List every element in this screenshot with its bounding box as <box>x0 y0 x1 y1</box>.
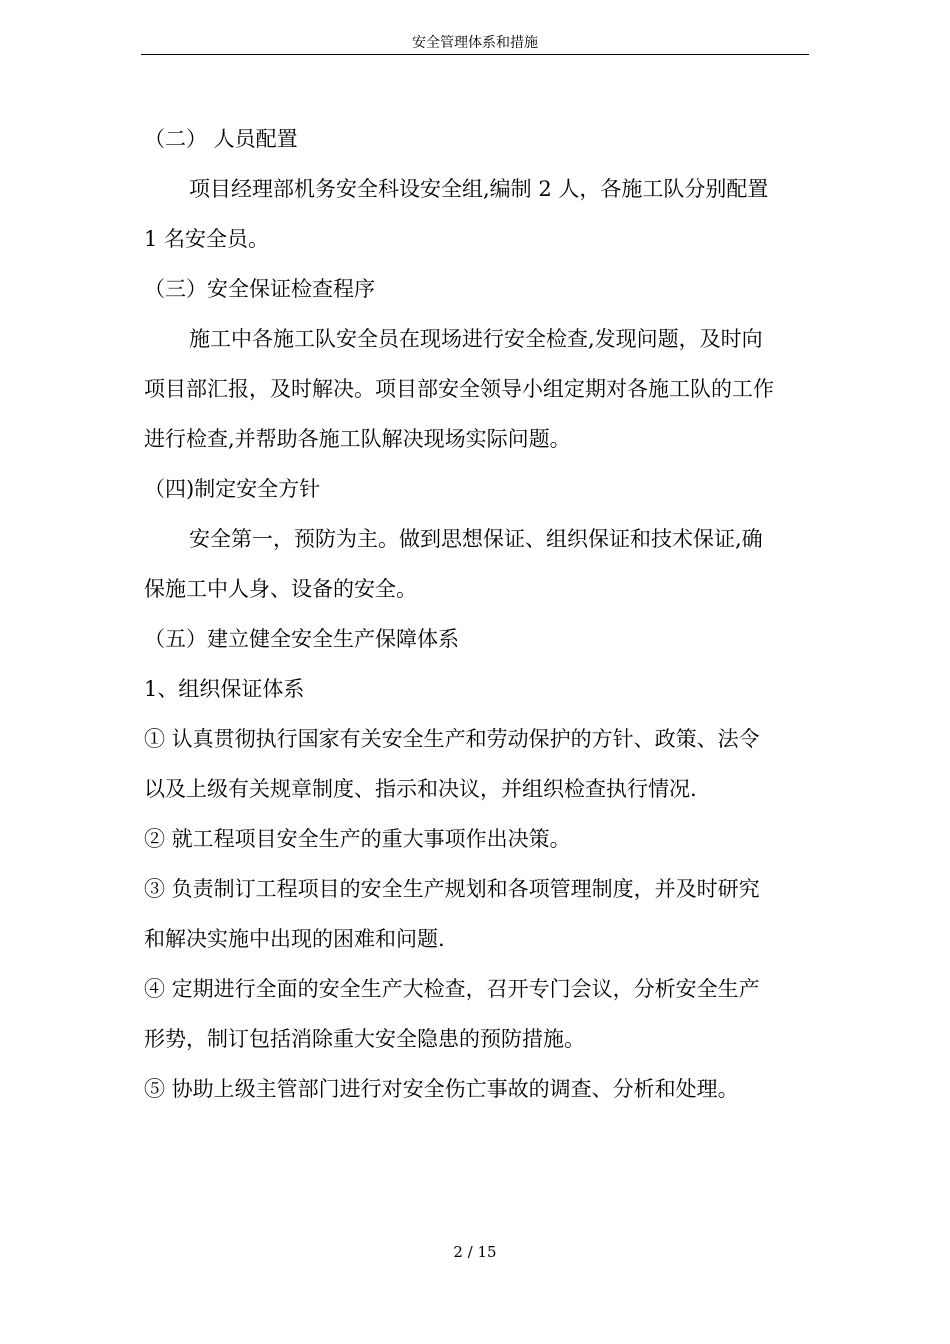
text-line: 项目部汇报，及时解决。项目部安全领导小组定期对各施工队的工作 <box>144 377 774 401</box>
text-line: 和解决实施中出现的困难和问题. <box>144 927 445 951</box>
text-line: （五）建立健全安全生产保障体系 <box>144 627 459 651</box>
text-line: （三）安全保证检查程序 <box>144 277 375 301</box>
text-line: （四)制定安全方针 <box>144 477 321 501</box>
text-line: 形势，制订包括消除重大安全隐患的预防措施。 <box>144 1027 585 1051</box>
text-line: 项目经理部机务安全科设安全组,编制 2 人，各施工队分别配置 <box>189 177 769 201</box>
text-line: ② 就工程项目安全生产的重大事项作出决策。 <box>144 827 571 851</box>
text-line: ① 认真贯彻执行国家有关安全生产和劳动保护的方针、政策、法令 <box>144 727 760 751</box>
text-line: 1 名安全员。 <box>144 227 270 251</box>
document-body <box>144 114 812 1114</box>
page-number: 2 / 15 <box>453 1243 497 1261</box>
header-title: 安全管理体系和措施 <box>412 35 538 51</box>
text-line: 保施工中人身、设备的安全。 <box>144 577 417 601</box>
text-line: 1、组织保证体系 <box>144 677 305 701</box>
text-line: 进行检查,并帮助各施工队解决现场实际问题。 <box>144 427 571 451</box>
text-line: ⑤ 协助上级主管部门进行对安全伤亡事故的调查、分析和处理。 <box>144 1077 739 1101</box>
page-footer <box>0 1242 950 1262</box>
page-header <box>141 34 809 55</box>
text-line: 以及上级有关规章制度、指示和决议，并组织检查执行情况. <box>144 777 697 801</box>
text-line: （二） 人员配置 <box>144 127 298 151</box>
text-line: ③ 负责制订工程项目的安全生产规划和各项管理制度，并及时研究 <box>144 877 760 901</box>
text-line: 施工中各施工队安全员在现场进行安全检查,发现问题，及时向 <box>189 327 763 351</box>
text-line: ④ 定期进行全面的安全生产大检查，召开专门会议，分析安全生产 <box>144 977 760 1001</box>
text-line: 安全第一，预防为主。做到思想保证、组织保证和技术保证,确 <box>189 527 763 551</box>
